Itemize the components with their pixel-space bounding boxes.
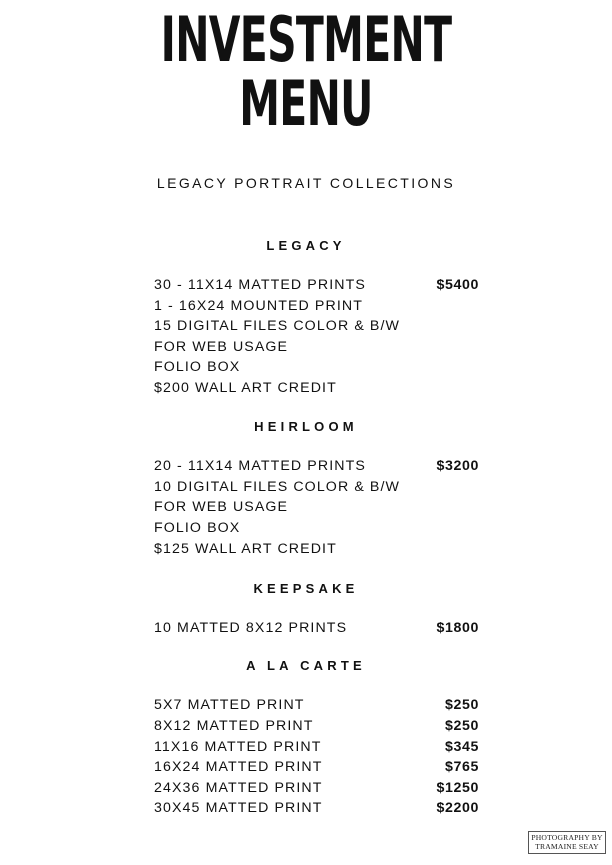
list-item: 10 DIGITAL FILES COLOR & B/W <box>154 479 401 495</box>
list-item: 5X7 MATTED PRINT <box>154 697 305 713</box>
credit-line-2: TRAMAINE SEAY <box>535 842 599 851</box>
list-item-price: $2200 <box>436 800 479 816</box>
price-legacy: $5400 <box>436 277 479 293</box>
list-item: 30 - 11X14 MATTED PRINTS <box>154 277 366 293</box>
list-item-price: $765 <box>445 759 479 775</box>
list-item: 20 - 11X14 MATTED PRINTS <box>154 458 366 474</box>
list-item: 24X36 MATTED PRINT <box>154 780 323 796</box>
list-item: FOR WEB USAGE <box>154 499 289 515</box>
price-keepsake: $1800 <box>436 620 479 636</box>
list-item-price: $250 <box>445 697 479 713</box>
section-heading-keepsake: KEEPSAKE <box>253 581 359 596</box>
list-item: 11X16 MATTED PRINT <box>154 739 322 755</box>
list-item: 30X45 MATTED PRINT <box>154 800 323 816</box>
list-item-price: $1250 <box>436 780 479 796</box>
section-heading-heirloom: HEIRLOOM <box>254 419 358 434</box>
price-heirloom: $3200 <box>436 458 479 474</box>
list-item: FOLIO BOX <box>154 520 241 536</box>
list-item: 8X12 MATTED PRINT <box>154 718 314 734</box>
list-item: 15 DIGITAL FILES COLOR & B/W <box>154 318 401 334</box>
section-heading-legacy: LEGACY <box>266 238 346 253</box>
list-item: 16X24 MATTED PRINT <box>154 759 323 775</box>
list-item: $200 WALL ART CREDIT <box>154 380 337 396</box>
photographer-credit <box>528 831 606 854</box>
page-title-line-1: INVESTMENT <box>160 3 452 76</box>
list-item: 1 - 16X24 MOUNTED PRINT <box>154 298 363 314</box>
list-item-price: $345 <box>445 739 479 755</box>
list-item: 10 MATTED 8X12 PRINTS <box>154 620 348 636</box>
section-heading-a-la-carte: A LA CARTE <box>246 658 366 673</box>
list-item: FOLIO BOX <box>154 359 241 375</box>
page-subtitle: LEGACY PORTRAIT COLLECTIONS <box>156 175 456 191</box>
credit-line-1: PHOTOGRAPHY BY <box>531 833 603 842</box>
page-title-line-2: MENU <box>239 67 373 140</box>
list-item-price: $250 <box>445 718 479 734</box>
list-item: $125 WALL ART CREDIT <box>154 541 337 557</box>
list-item: FOR WEB USAGE <box>154 339 289 355</box>
